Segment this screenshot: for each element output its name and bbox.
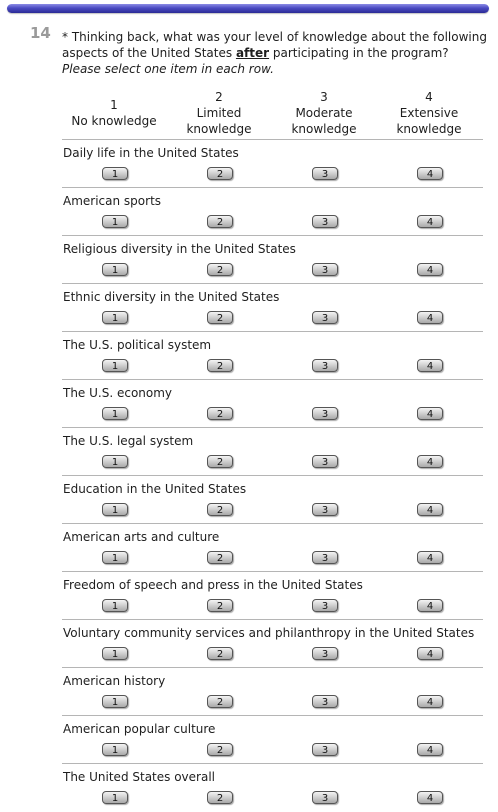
option-4-button[interactable]: 4 [417, 263, 443, 276]
option-2-button[interactable]: 2 [207, 695, 233, 708]
scale-column-1 [62, 97, 166, 129]
option-1-button[interactable]: 1 [102, 311, 128, 324]
option-4-button[interactable]: 4 [417, 743, 443, 756]
option-2-button[interactable]: 2 [207, 359, 233, 372]
option-4-button[interactable]: 4 [417, 311, 443, 324]
option-4-button[interactable]: 4 [417, 359, 443, 372]
option-4-button[interactable]: 4 [417, 167, 443, 180]
option-1-button[interactable]: 1 [102, 167, 128, 180]
matrix-row [62, 716, 483, 764]
matrix-row [62, 524, 483, 572]
matrix-row [62, 668, 483, 716]
option-2-button[interactable]: 2 [207, 743, 233, 756]
option-2-button[interactable]: 2 [207, 215, 233, 228]
row-label: Daily life in the United States [63, 146, 239, 160]
matrix-row [62, 764, 483, 811]
option-1-button[interactable]: 1 [102, 791, 128, 804]
option-4-button[interactable]: 4 [417, 695, 443, 708]
option-3-button[interactable]: 3 [312, 311, 338, 324]
option-3-button[interactable]: 3 [312, 695, 338, 708]
question-number: 14 [30, 24, 51, 42]
question-text-part-2: participating in the program? [269, 46, 449, 60]
option-3-button[interactable]: 3 [312, 791, 338, 804]
option-1-button[interactable]: 1 [102, 263, 128, 276]
row-label: The United States overall [63, 770, 215, 784]
scale-column-4 [377, 89, 481, 137]
option-3-button[interactable]: 3 [312, 551, 338, 564]
question-text-part-1: * Thinking back, what was your level of knowledge about the following aspects of the United States [62, 30, 487, 60]
option-3-button[interactable]: 3 [312, 743, 338, 756]
option-3-button[interactable]: 3 [312, 167, 338, 180]
scale-value: 2 [215, 90, 223, 104]
option-2-button[interactable]: 2 [207, 647, 233, 660]
row-label: Religious diversity in the United States [63, 242, 296, 256]
option-1-button[interactable]: 1 [102, 695, 128, 708]
option-1-button[interactable]: 1 [102, 503, 128, 516]
scale-column-2 [167, 89, 271, 137]
scale-label: Extensive knowledge [396, 106, 462, 136]
option-3-button[interactable]: 3 [312, 455, 338, 468]
row-label: Freedom of speech and press in the United States [63, 578, 363, 592]
option-1-button[interactable]: 1 [102, 359, 128, 372]
matrix-row [62, 236, 483, 284]
option-1-button[interactable]: 1 [102, 743, 128, 756]
option-3-button[interactable]: 3 [312, 407, 338, 420]
scale-label: No knowledge [71, 114, 157, 128]
option-2-button[interactable]: 2 [207, 599, 233, 612]
option-2-button[interactable]: 2 [207, 167, 233, 180]
option-3-button[interactable]: 3 [312, 503, 338, 516]
option-1-button[interactable]: 1 [102, 407, 128, 420]
scale-label: Limited knowledge [186, 106, 252, 136]
option-2-button[interactable]: 2 [207, 503, 233, 516]
row-label: Ethnic diversity in the United States [63, 290, 280, 304]
option-2-button[interactable]: 2 [207, 791, 233, 804]
option-3-button[interactable]: 3 [312, 647, 338, 660]
scale-header [62, 89, 483, 140]
matrix-rows [62, 140, 483, 811]
option-2-button[interactable]: 2 [207, 311, 233, 324]
question-text-emphasis: after [235, 46, 270, 60]
matrix-row [62, 332, 483, 380]
option-3-button[interactable]: 3 [312, 263, 338, 276]
scale-value: 1 [110, 98, 118, 112]
row-label: The U.S. economy [63, 386, 173, 400]
option-3-button[interactable]: 3 [312, 215, 338, 228]
option-4-button[interactable]: 4 [417, 647, 443, 660]
matrix-row [62, 284, 483, 332]
matrix-row [62, 620, 483, 668]
option-1-button[interactable]: 1 [102, 215, 128, 228]
row-label: The U.S. political system [63, 338, 212, 352]
row-label: The U.S. legal system [63, 434, 194, 448]
option-4-button[interactable]: 4 [417, 503, 443, 516]
top-header-bar [7, 4, 489, 13]
row-label: American sports [63, 194, 162, 208]
scale-label: Moderate knowledge [291, 106, 357, 136]
option-4-button[interactable]: 4 [417, 455, 443, 468]
row-label: Education in the United States [63, 482, 247, 496]
matrix-row [62, 188, 483, 236]
question-text [62, 29, 487, 77]
scale-value: 4 [425, 90, 433, 104]
row-label: Voluntary community services and philanthropy in the United States [63, 626, 475, 640]
matrix-row [62, 572, 483, 620]
option-2-button[interactable]: 2 [207, 263, 233, 276]
option-4-button[interactable]: 4 [417, 599, 443, 612]
option-3-button[interactable]: 3 [312, 599, 338, 612]
option-2-button[interactable]: 2 [207, 551, 233, 564]
question-instruction: Please select one item in each row. [62, 62, 274, 76]
option-2-button[interactable]: 2 [207, 407, 233, 420]
option-1-button[interactable]: 1 [102, 455, 128, 468]
matrix-row [62, 476, 483, 524]
option-4-button[interactable]: 4 [417, 791, 443, 804]
matrix-row [62, 428, 483, 476]
row-label: American history [63, 674, 166, 688]
option-1-button[interactable]: 1 [102, 599, 128, 612]
option-4-button[interactable]: 4 [417, 215, 443, 228]
option-3-button[interactable]: 3 [312, 359, 338, 372]
row-label: American arts and culture [63, 530, 220, 544]
row-label: American popular culture [63, 722, 216, 736]
option-1-button[interactable]: 1 [102, 551, 128, 564]
option-4-button[interactable]: 4 [417, 407, 443, 420]
option-4-button[interactable]: 4 [417, 551, 443, 564]
scale-value: 3 [320, 90, 328, 104]
matrix-row [62, 380, 483, 428]
scale-column-3 [272, 89, 376, 137]
option-2-button[interactable]: 2 [207, 455, 233, 468]
matrix-row [62, 140, 483, 188]
option-1-button[interactable]: 1 [102, 647, 128, 660]
